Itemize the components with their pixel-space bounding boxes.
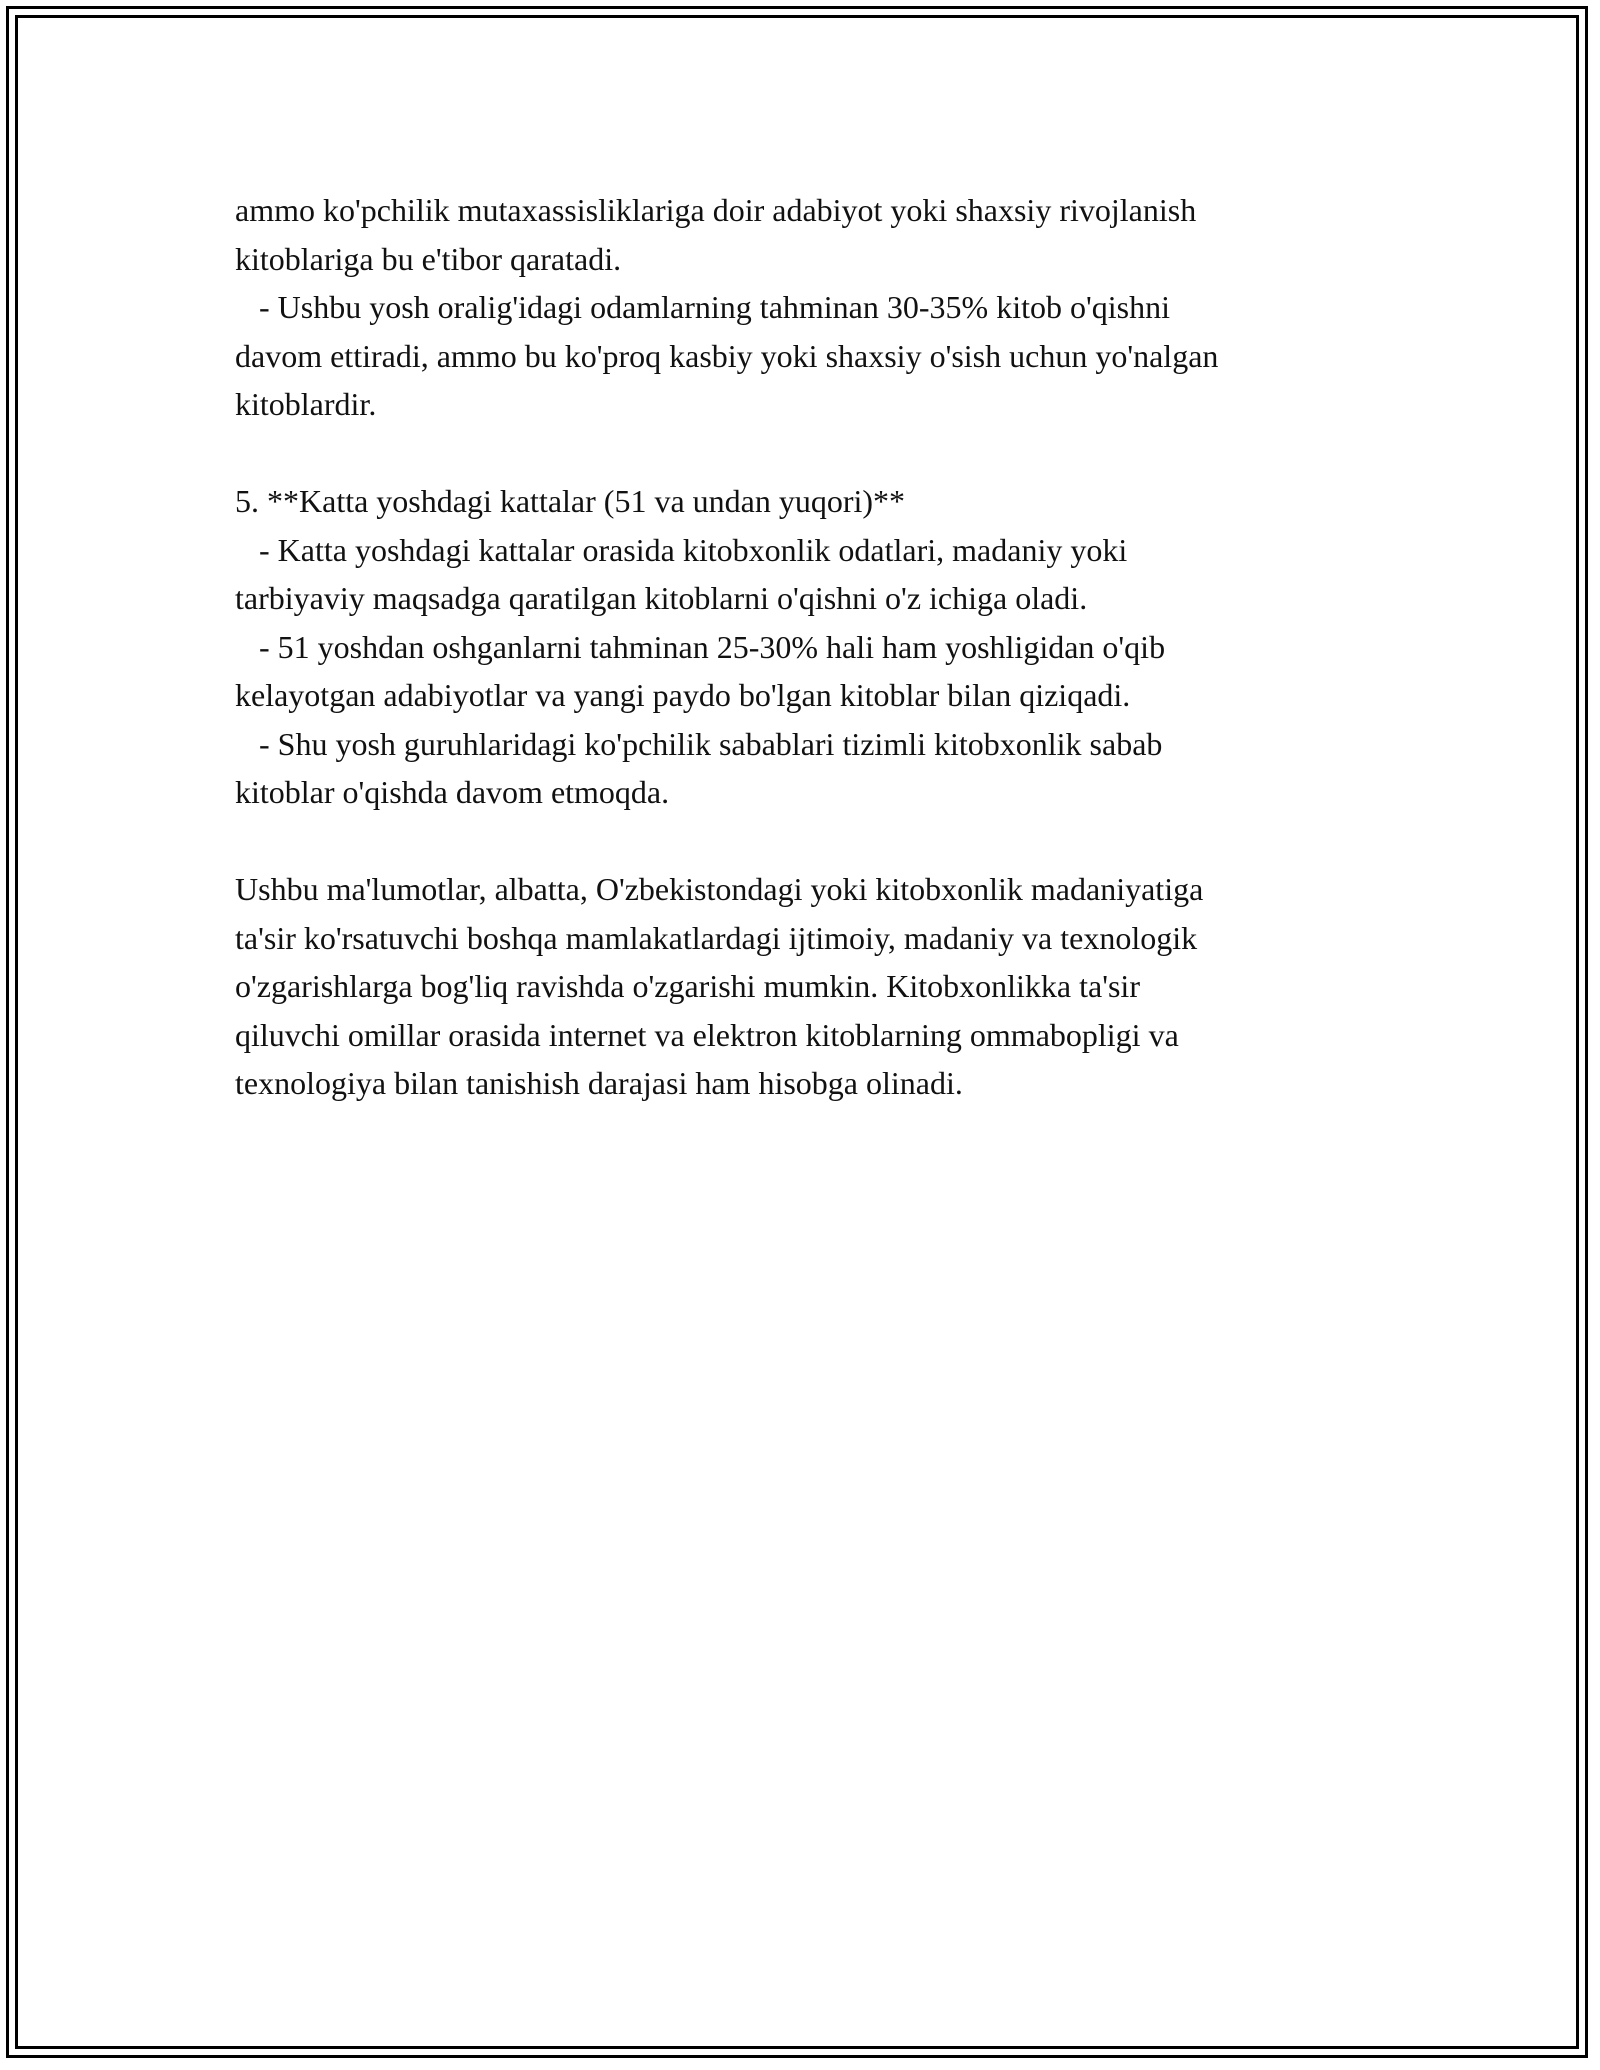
text-line: kitoblariga bu e'tibor qaratadi. bbox=[235, 240, 622, 277]
text-line: kitoblardir. bbox=[235, 386, 377, 422]
text-line: - Shu yosh guruhlaridagi ko'pchilik sabablari tizimli kitobxonlik sabab bbox=[235, 725, 1163, 762]
text-line: - Katta yoshdagi kattalar orasida kitobxonlik odatlari, madaniy yoki bbox=[235, 531, 1128, 568]
paragraph-continuation bbox=[235, 186, 1415, 283]
text-line: qiluvchi omillar orasida internet va elektron kitoblarning ommabopligi va bbox=[235, 1016, 1179, 1053]
text-line: tarbiyaviy maqsadga qaratilgan kitoblarni o'qishni o'z ichiga oladi. bbox=[235, 580, 1088, 616]
text-line: Ushbu ma'lumotlar, albatta, O'zbekistondagi yoki kitobxonlik madaniyatiga bbox=[235, 871, 1204, 907]
section-heading: 5. **Katta yoshdagi kattalar (51 va undan yuqori)** bbox=[235, 483, 906, 519]
conclusion-paragraph bbox=[235, 865, 1415, 1108]
blank-line bbox=[235, 817, 1415, 866]
text-line: davom ettiradi, ammo bu ko'proq kasbiy yoki shaxsiy o'sish uchun yo'nalgan bbox=[235, 337, 1219, 374]
text-line: texnologiya bilan tanishish darajasi ham hisobga olinadi. bbox=[235, 1065, 963, 1101]
blank-line bbox=[235, 429, 1415, 478]
bullet-30-35-percent bbox=[235, 283, 1415, 429]
text-line: o'zgarishlarga bog'liq ravishda o'zgarishi mumkin. Kitobxonlikka ta'sir bbox=[235, 968, 1140, 1004]
text-line: ta'sir ko'rsatuvchi boshqa mamlakatlardagi ijtimoiy, madaniy va texnologik bbox=[235, 919, 1198, 956]
document-body bbox=[235, 186, 1415, 1108]
text-line: kitoblar o'qishda davom etmoqda. bbox=[235, 774, 670, 810]
text-line: ammo ko'pchilik mutaxassisliklariga doir adabiyot yoki shaxsiy rivojlanish bbox=[235, 192, 1197, 228]
text-line: - Ushbu yosh oralig'idagi odamlarning tahminan 30-35% kitob o'qishni bbox=[235, 289, 1170, 325]
text-line: kelayotgan adabiyotlar va yangi paydo bo'lgan kitoblar bilan qiziqadi. bbox=[235, 677, 1131, 713]
text-line: - 51 yoshdan oshganlarni tahminan 25-30% hali ham yoshligidan o'qib bbox=[235, 628, 1166, 665]
section-5 bbox=[235, 477, 1415, 817]
